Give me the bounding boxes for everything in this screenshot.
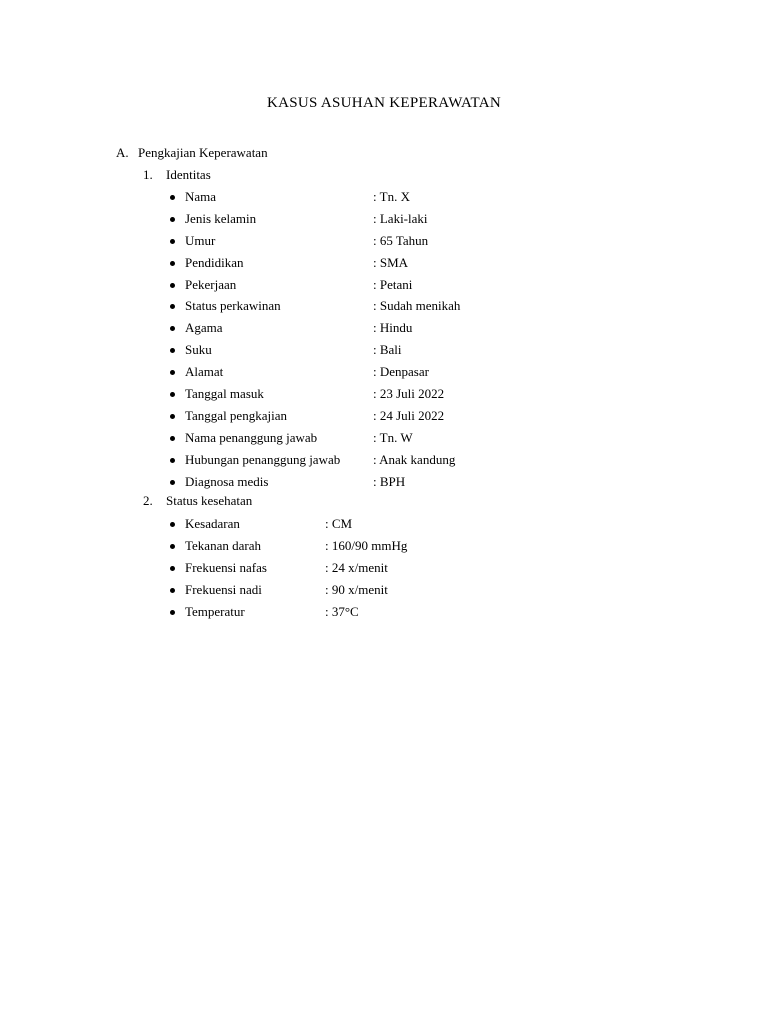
bullet-icon <box>170 370 175 375</box>
item-value: : 160/90 mmHg <box>325 537 408 553</box>
item-label: Jenis kelamin <box>185 210 257 226</box>
item-value: : 90 x/menit <box>325 581 388 597</box>
item-label: Diagnosa medis <box>185 473 269 489</box>
item-value: : 23 Juli 2022 <box>373 386 445 402</box>
bullet-icon <box>170 436 175 441</box>
bullet-icon <box>170 392 175 397</box>
bullet-icon <box>170 522 175 527</box>
item-label: Pekerjaan <box>185 276 237 292</box>
subsection-status-kesehatan-text: Status kesehatan <box>166 493 253 508</box>
subsection-identitas-text: Identitas <box>166 167 211 182</box>
item-label: Hubungan penanggung jawab <box>185 451 341 467</box>
bullet-icon <box>170 544 175 549</box>
bullet-icon <box>170 566 175 571</box>
section-a-text: Pengkajian Keperawatan <box>138 145 268 160</box>
document-title: KASUS ASUHAN KEPERAWATAN <box>267 95 501 111</box>
item-value: : 24 Juli 2022 <box>373 407 445 423</box>
item-label: Nama <box>185 189 217 204</box>
item-label: Nama penanggung jawab <box>185 429 318 445</box>
bullet-icon <box>170 217 175 222</box>
subsection-status-kesehatan-heading <box>143 493 252 509</box>
item-label: Tanggal pengkajian <box>185 407 287 423</box>
item-label: Umur <box>185 232 216 248</box>
bullet-icon <box>170 414 175 419</box>
bullet-icon <box>170 348 175 353</box>
bullet-icon <box>170 326 175 331</box>
item-label: Alamat <box>185 364 224 380</box>
bullet-icon <box>170 458 175 463</box>
item-value: : CM <box>325 516 353 531</box>
item-label: Suku <box>185 342 212 358</box>
subsection-identitas-heading <box>143 167 211 183</box>
item-value: : Petani <box>373 276 413 292</box>
item-label: Tanggal masuk <box>185 386 264 402</box>
item-value: : Anak kandung <box>373 451 456 467</box>
bullet-icon <box>170 239 175 244</box>
bullet-icon <box>170 480 175 485</box>
bullet-icon <box>170 304 175 309</box>
bullet-icon <box>170 195 175 200</box>
item-value: : Bali <box>373 342 402 358</box>
bullet-icon <box>170 261 175 266</box>
item-value: : Sudah menikah <box>373 298 461 314</box>
section-a-letter: A. <box>116 145 129 160</box>
subsection-identitas-number: 1. <box>143 167 153 182</box>
item-label: Agama <box>185 320 223 336</box>
item-value: : Tn. W <box>373 429 413 445</box>
bullet-icon <box>170 588 175 593</box>
item-value: : Tn. X <box>373 189 410 204</box>
bullet-icon <box>170 610 175 615</box>
item-value: : BPH <box>373 473 406 489</box>
item-value: : SMA <box>373 254 409 270</box>
item-label: Frekuensi nafas <box>185 559 267 575</box>
subsection-status-kesehatan-number: 2. <box>143 493 153 508</box>
item-label: Kesadaran <box>185 516 240 531</box>
item-value: : Denpasar <box>373 364 429 380</box>
bullet-icon <box>170 283 175 288</box>
item-label: Tekanan darah <box>185 537 261 553</box>
section-a-heading <box>116 145 268 161</box>
item-value: : 24 x/menit <box>325 559 388 575</box>
item-value: : 65 Tahun <box>373 232 429 248</box>
item-value: : 37°C <box>325 603 359 619</box>
item-value: : Laki-laki <box>373 210 428 226</box>
item-label: Status perkawinan <box>185 298 281 314</box>
item-label: Pendidikan <box>185 254 244 270</box>
item-value: : Hindu <box>373 320 413 336</box>
item-label: Frekuensi nadi <box>185 581 262 597</box>
item-label: Temperatur <box>185 603 245 619</box>
